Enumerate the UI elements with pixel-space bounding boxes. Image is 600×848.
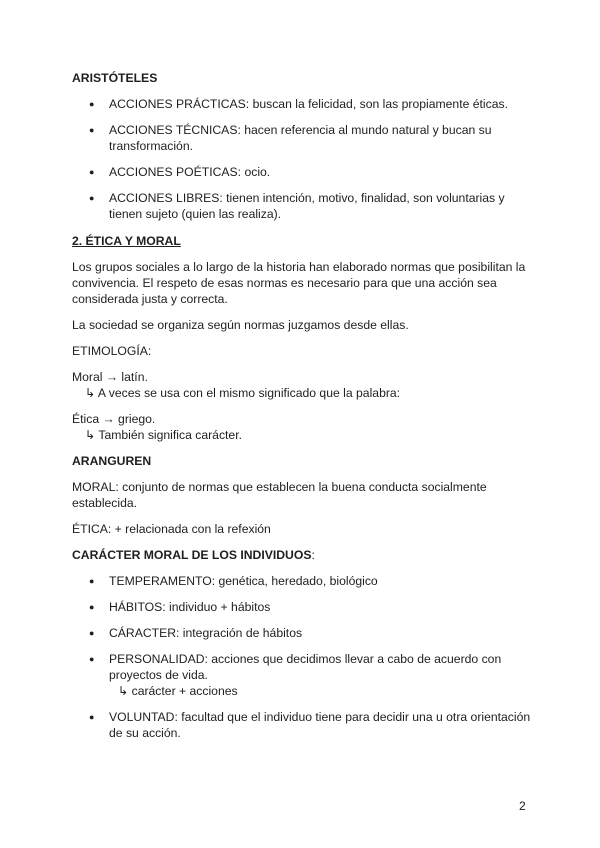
paragraph: La sociedad se organiza según normas juzgamos desde ellas. bbox=[72, 318, 409, 332]
moral-etymology: Moral → latín. bbox=[72, 370, 148, 384]
etica-etymology-note: ↳ También significa carácter. bbox=[85, 428, 242, 442]
heading-aristoteles: ARISTÓTELES bbox=[72, 71, 158, 85]
moral-etymology-note: ↳ A veces se usa con el mismo significado que la palabra: bbox=[85, 386, 401, 400]
personalidad-note: ↳ carácter + acciones bbox=[118, 684, 238, 698]
list-item: ● HÁBITOS: individuo + hábitos bbox=[72, 599, 532, 615]
page-number: 2 bbox=[519, 799, 526, 813]
heading-caracter-moral bbox=[72, 547, 532, 563]
aristoteles-list bbox=[72, 96, 532, 222]
list-item: ● ACCIONES POÉTICAS: ocio. bbox=[72, 164, 532, 180]
list-item: ● VOLUNTAD: facultad que el individuo tiene para decidir una u otra orientación de su acción. bbox=[72, 709, 532, 741]
list-item: ● ACCIONES LIBRES: tienen intención, motivo, finalidad, son voluntarias y tienen sujeto (quien las realiza). bbox=[72, 190, 532, 222]
etimologia-label: ETIMOLOGÍA: bbox=[72, 344, 152, 358]
list-item: ● ACCIONES TÉCNICAS: hacen referencia al mundo natural y bucan su transformación. bbox=[72, 122, 532, 154]
moral-definition: MORAL: conjunto de normas que establecen la buena conducta socialmente establecida. bbox=[72, 480, 487, 510]
heading-caracter-colon: : bbox=[311, 548, 315, 562]
heading-aranguren: ARANGUREN bbox=[72, 454, 152, 468]
list-item: ● ACCIONES PRÁCTICAS: buscan la felicidad, son las propiamente éticas. bbox=[72, 96, 532, 112]
heading-etica-moral: 2. ÉTICA Y MORAL bbox=[72, 234, 181, 248]
list-item: ● TEMPERAMENTO: genética, heredado, biológico bbox=[72, 573, 532, 589]
list-item-personalidad bbox=[72, 651, 532, 699]
paragraph: Los grupos sociales a lo largo de la historia han elaborado normas que posibilitan la convivencia. El respeto de esas normas es necesario para que una acción sea considerada justa y correcta. bbox=[72, 260, 526, 306]
etica-definition: ÉTICA: + relacionada con la refexión bbox=[72, 522, 271, 536]
document-page bbox=[72, 70, 532, 741]
list-item: ● CÁRACTER: integración de hábitos bbox=[72, 625, 532, 641]
etica-etymology: Ética → griego. bbox=[72, 412, 156, 426]
heading-caracter-text: CARÁCTER MORAL DE LOS INDIVIDUOS bbox=[72, 548, 312, 562]
caracter-list bbox=[72, 573, 532, 741]
personalidad-text: PERSONALIDAD: acciones que decidimos llevar a cabo de acuerdo con proyectos de vida. bbox=[109, 652, 502, 682]
